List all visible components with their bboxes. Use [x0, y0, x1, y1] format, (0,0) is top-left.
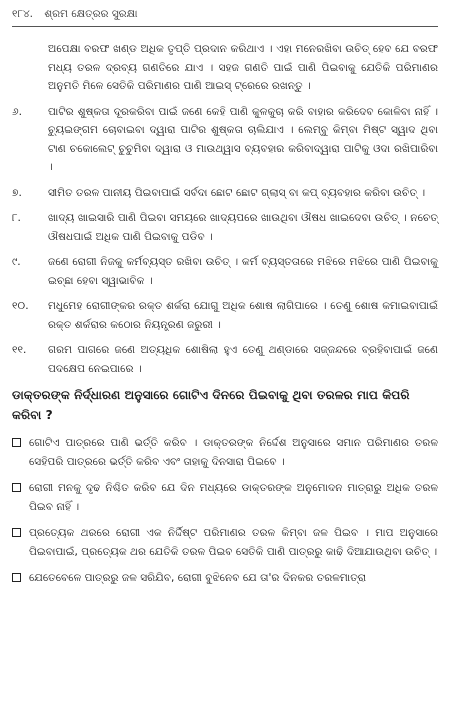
running-head	[12, 8, 438, 27]
bullet-text: ପ୍ରତ୍ୟେକ ଥରରେ ରୋଗୀ ଏକ ନିର୍ଦ୍ଦିଷ୍ଟ ପରିମାଣର ତରଳ କିମ୍ବା ଜଳ ପିଇବ । ମାପ ଅନୁସାରେ ପିଇବାପାଇଁ, ପ୍ରତ୍ୟେକ ଥର ଯେତିକି ତରଳ ପିଇବ ସେତିକି ପାଣି ପାତ୍ରରୁ କାଢି ଦିଆଯାଉଥିବା ଉଚିତ୍ ।	[29, 527, 438, 558]
checkbox-bullet-item	[12, 434, 438, 471]
numbered-item	[12, 253, 438, 290]
numbered-item	[12, 103, 438, 177]
item-number: ୯.	[12, 256, 21, 268]
numbered-item	[12, 209, 438, 246]
item-text: ସୀମିତ ତରଳ ପାନୀୟ ପିଇବାପାଇଁ ସର୍ବଦା ଛୋଟ ଛୋଟ ଗ୍ଲାସ୍ ବା କପ୍ ବ୍ୟବହାର କରିବା ଉଚିତ୍ ।	[48, 186, 426, 199]
page-number: ୧୮୪.	[12, 8, 34, 20]
checkbox-bullet-item	[12, 524, 438, 561]
bullet-text: ରୋଗୀ ମନକୁ ଦୃଢ ନିଶ୍ଚିତ କରିବ ଯେ ଦିନ ମଧ୍ୟରେ ଡାକ୍ତରଙ୍କ ଅନୁମୋଦନ ମାତ୍ରାରୁ ଅଧିକ ତରଳ ପିଇବ ନାହିଁ ।	[29, 482, 438, 513]
item-text: ମଧୁମେହ ରୋଗୀଙ୍କର ରକ୍ତ ଶର୍କରା ଯୋଗୁ ଅଧିକ ଶୋଷ ଲାଗିପାରେ । ତେଣୁ ଶୋଷ କମାଇବାପାଇଁ ରକ୍ତ ଶର୍କରାର କଠୋର ନିୟନ୍ତ୍ରଣ ଜରୁରୀ ।	[48, 300, 438, 331]
bullet-text: ଯେତେବେଳେ ପାତ୍ରରୁ ଜଳ ସରିଯିବ, ରୋଗୀ ବୁଝିନେବ ଯେ ତା'ର ଦିନକର ତରଳମାତ୍ରା	[29, 572, 367, 584]
checkbox-bullet-item	[12, 479, 438, 516]
checkbox-square-icon	[12, 438, 21, 447]
numbered-item	[12, 341, 438, 378]
item-text: ଜଣେ ରୋଗୀ ନିଜକୁ କର୍ମବ୍ୟସ୍ତ ରଖିବା ଉଚିତ୍ । କର୍ମ ବ୍ୟସ୍ତତାରେ ମଝିରେ ମଝିରେ ପାଣି ପିଇବାକୁ ଇଚ୍ଛା ହେବା ସ୍ୱାଭାବିକ ।	[48, 256, 438, 287]
item-number: ୬.	[12, 105, 23, 118]
intro-paragraph: ଅପେକ୍ଷା ବରଫ ଖଣ୍ଡ ଅଧିକ ତୃପ୍ତି ପ୍ରଦାନ କରିଥାଏ । ଏହା ମନେରଖିବା ଉଚିତ୍ ହେବ ଯେ ବରଫ ମଧ୍ୟ ତରଳ ଦ୍ରବ୍ୟ ଗଣତିରେ ଯାଏ । ସହଜ ଗଣତି ପାଇଁ ପାଣି ପିଇବାକୁ ଯେତିକି ପରିମାଣର ଅନୁମତି ମିଳେ ସେତିକି ପରିମାଣର ପାଣି ଆଇସ୍ ଟ୍ରେରେ ରଖନ୍ତୁ ।	[48, 43, 438, 92]
item-number: ୧୧.	[12, 344, 27, 356]
checkbox-square-icon	[12, 483, 21, 492]
item-number: ୮.	[12, 212, 21, 224]
section-heading: ଡାକ୍ତରଙ୍କ ନିର୍ଦ୍ଧାରଣ ଅନୁସାରେ ଗୋଟିଏ ଦିନରେ ପିଇବାକୁ ଥିବା ତରଳର ମାପ କିପରି କରିବା ?	[12, 388, 410, 422]
item-number: ୧୦.	[12, 300, 29, 312]
item-number: ୭.	[12, 186, 22, 199]
running-head-title: ଶ୍ରମ କ୍ଷେତ୍ରର ସୁରକ୍ଷା	[44, 8, 138, 20]
numbered-item	[12, 297, 438, 334]
checkbox-bullet-item	[12, 569, 438, 588]
item-text: ଗରମ ପାଗରେ ଜଣେ ଅତ୍ୟଧିକ ଶୋଷିଲା ହୁଏ ତେଣୁ ଥଣ୍ଡାରେ ସଜ୍ଜନ୍ଦରେ ବ୍ରହିବାପାଇଁ ଜଣେ ପଦକ୍ଷେପ ନେଇପାରେ ।	[48, 344, 438, 375]
page-content	[12, 40, 438, 596]
bullet-text: ଗୋଟିଏ ପାତ୍ରରେ ପାଣି ଭର୍ତ୍ତି କରିବ । ଡାକ୍ତରଙ୍କ ନିର୍ଦ୍ଦେଶ ଅନୁସାରେ ସମାନ ପରିମାଣର ତରଳ ସେହିପରି ପାତ୍ରରେ ଭର୍ତ୍ତି କରିବ ଏବଂ ତାହାକୁ ଦିନସାରା ପିଇବେ ।	[29, 437, 438, 468]
numbered-item	[12, 184, 438, 203]
checkbox-square-icon	[12, 528, 21, 537]
checkbox-square-icon	[12, 573, 21, 582]
item-text: ଖାଦ୍ୟ ଖାଇସାରି ପାଣି ପିଇବା ସମୟରେ ଖାଦ୍ୟପରେ ଖାଉଥିବା ଔଷଧ ଖାଇଦେବା ଉଚିତ୍ । ନଚେତ୍ ଔଷଧପାଇଁ ଅଧିକ ପାଣି ପିଇବାକୁ ପଡିବ ।	[48, 212, 438, 243]
item-text: ପାଟିର ଶୁଷ୍କତା ଦୂରକରିବା ପାଇଁ ଜଣେ କେହି ପାଣି କୁଳକୁଚା କରି ବାହାର କରିଦେବ କୋଳିବା ନାହିଁ । ଚ୍ୟୁଇଙ୍ଗମ ଚୋବାଇବା ଦ୍ୱାରା ପାଟିର ଶୁଷ୍କତା ଚାଲିଯାଏ । ଲେମ୍ବୁ କିମ୍ବା ମିଷ୍ଟ ସ୍ୱାଦ ଥିବା ଟାଣ ଚକୋଲେଟ୍ ଚୁଚୁମିବା ଦ୍ୱାରା ଓ ମାଉଥ୍ୱାସ ବ୍ୟବହାର କରିବାଦ୍ୱାରା ପାଟିକୁ ଓଦା ରଖିପାରିବା ।	[48, 105, 438, 173]
